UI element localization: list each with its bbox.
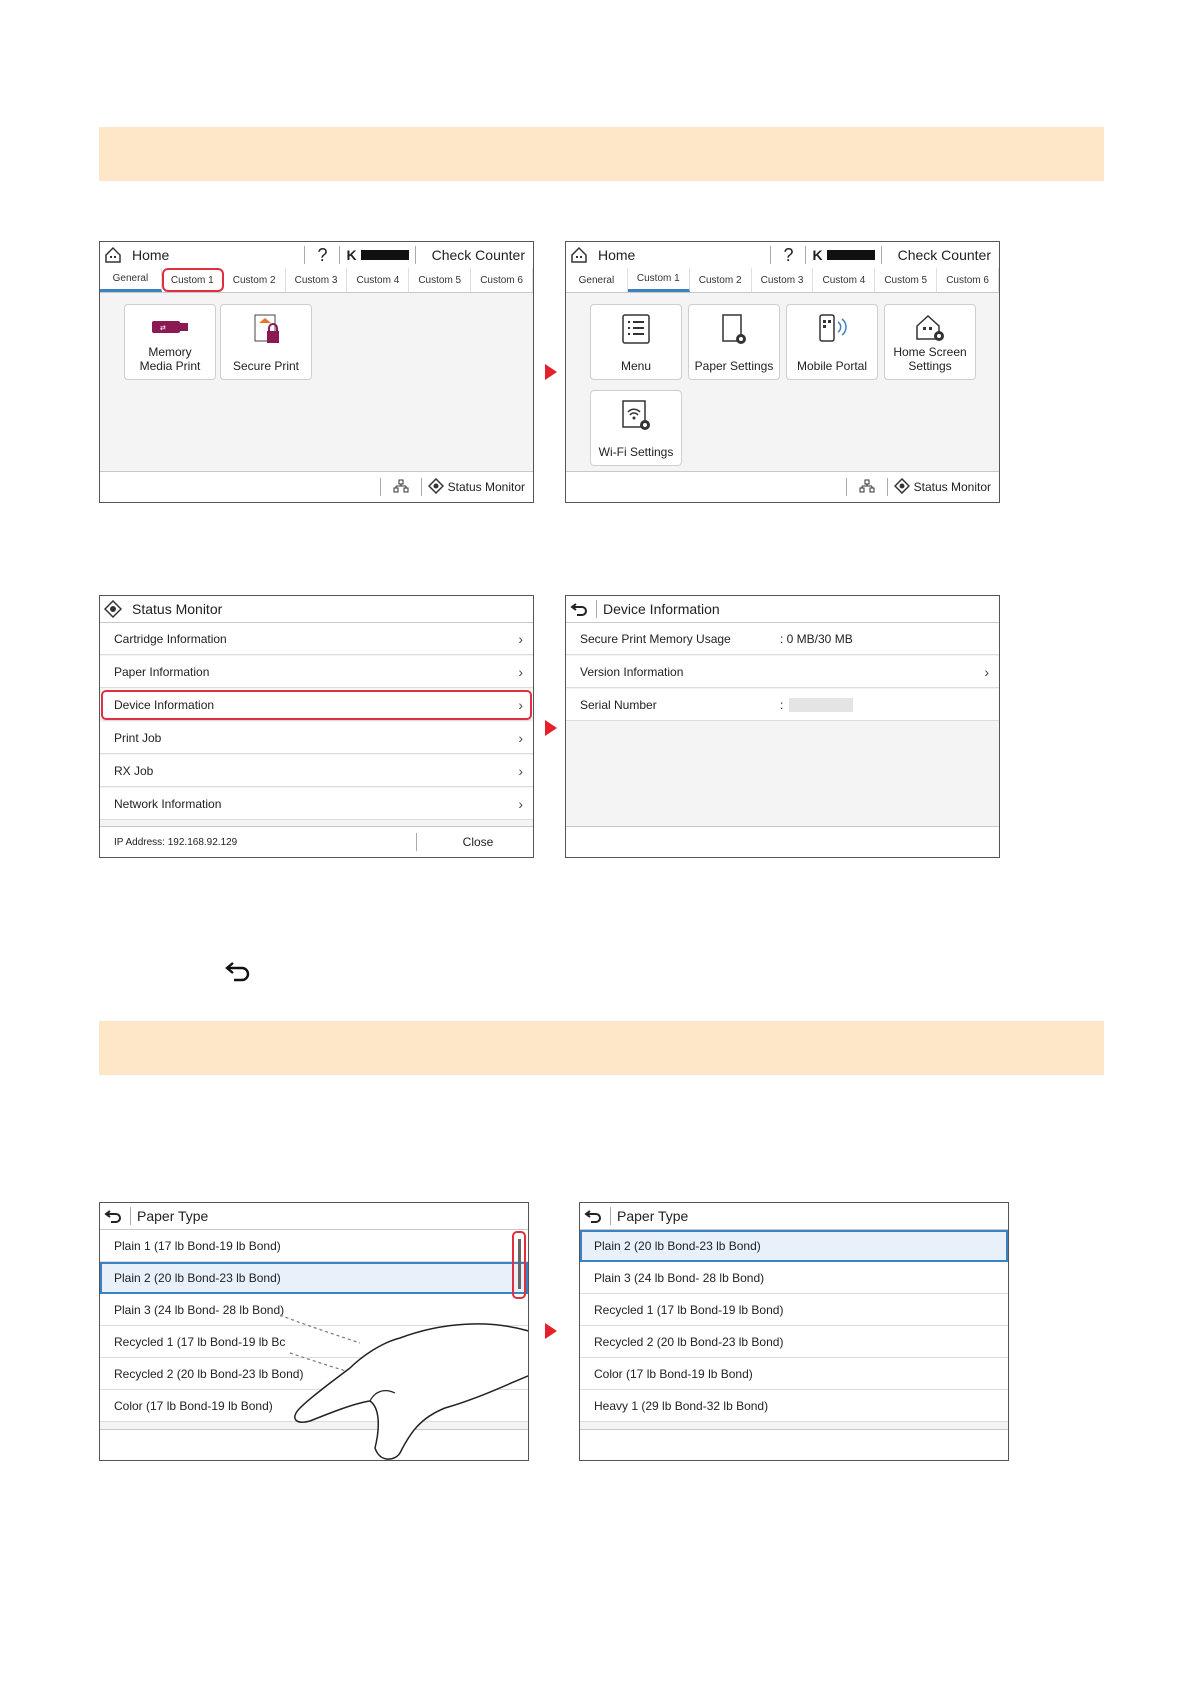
tab-custom-3[interactable]: Custom 3 (286, 268, 348, 292)
list-item[interactable] (580, 1262, 1008, 1294)
menu-list-icon (621, 313, 651, 345)
list-item-label: Recycled 1 (17 lb Bond-19 lb Bond) (594, 1302, 784, 1317)
paper-type-title: Paper Type (617, 1208, 689, 1224)
home-title: Home (132, 247, 170, 263)
list-item-label: Plain 3 (24 lb Bond- 28 lb Bond) (114, 1302, 285, 1317)
tab-custom-1[interactable]: Custom 1 (628, 268, 690, 292)
home-tabs (566, 268, 999, 293)
list-item-label: Cartridge Information (114, 631, 227, 646)
home-settings-icon (914, 313, 946, 343)
network-icon[interactable] (853, 479, 881, 496)
mobile-portal-icon (814, 313, 850, 345)
list-item-label: Color (17 lb Bond-19 lb Bond) (594, 1366, 753, 1381)
paper-type-header (580, 1203, 1008, 1230)
svg-text:⇄: ⇄ (160, 324, 166, 332)
tab-custom-5[interactable]: Custom 5 (409, 268, 471, 292)
wifi-settings-tile[interactable] (590, 390, 682, 466)
chevron-right-icon: › (518, 630, 523, 647)
paper-type-screen-before (99, 1202, 529, 1461)
list-item[interactable] (580, 1390, 1008, 1422)
list-item-label: Paper Information (114, 664, 210, 679)
status-monitor-footer (100, 826, 533, 857)
list-item-label: Color (17 lb Bond-19 lb Bond) (114, 1398, 273, 1413)
row-label: Secure Print Memory Usage (580, 631, 731, 646)
list-item[interactable] (100, 1262, 528, 1294)
device-information-header (566, 596, 999, 623)
home-footer (566, 471, 999, 502)
tab-custom-6[interactable]: Custom 6 (937, 268, 999, 292)
list-item-label: Device Information (114, 697, 215, 712)
home-screen-settings-tile[interactable] (884, 304, 976, 380)
paper-settings-icon (719, 313, 749, 347)
chevron-right-icon: › (518, 795, 523, 812)
list-item-label: Plain 3 (24 lb Bond- 28 lb Bond) (594, 1270, 765, 1285)
serial-number-redacted (789, 698, 853, 712)
home-icon[interactable] (566, 242, 592, 268)
list-item[interactable] (100, 1230, 528, 1262)
tile-label: Media Print (139, 359, 201, 373)
list-item-label: RX Job (114, 763, 154, 778)
tile-label: Home Screen (893, 345, 967, 359)
scrollbar[interactable] (512, 1231, 526, 1299)
wifi-settings-icon (620, 399, 652, 433)
status-monitor-header (100, 596, 533, 623)
list-item-label: Recycled 2 (20 lb Bond-23 lb Bond) (594, 1334, 784, 1349)
chevron-right-icon: › (518, 762, 523, 779)
tab-custom-4[interactable]: Custom 4 (813, 268, 875, 292)
paper-type-header (100, 1203, 528, 1230)
ip-address: IP Address: 192.168.92.129 (114, 836, 238, 848)
list-item-label: Recycled 1 (17 lb Bond-19 lb Bc (114, 1334, 286, 1349)
back-icon[interactable] (566, 596, 592, 622)
toner-label: K (346, 247, 357, 263)
list-item-paper-information[interactable] (100, 656, 533, 688)
help-button[interactable]: ? (783, 244, 794, 265)
tile-label: Settings (908, 359, 952, 373)
tab-custom-2[interactable]: Custom 2 (224, 268, 286, 292)
list-item-label: Recycled 2 (20 lb Bond-23 lb Bond) (114, 1366, 304, 1381)
list-item-label: Network Information (114, 796, 222, 811)
back-icon[interactable] (100, 1203, 126, 1229)
paper-type-footer (580, 1429, 1008, 1460)
section-header-band-2 (99, 1021, 1104, 1075)
menu-tile[interactable] (590, 304, 682, 380)
toner-label: K (812, 247, 823, 263)
help-button[interactable]: ? (317, 244, 328, 265)
device-information-footer (566, 826, 999, 857)
network-icon[interactable] (387, 479, 415, 496)
paper-type-title: Paper Type (137, 1208, 209, 1224)
check-counter-button[interactable]: Check Counter (431, 247, 525, 263)
tab-custom-4[interactable]: Custom 4 (347, 268, 409, 292)
device-information-title: Device Information (603, 601, 720, 617)
close-button[interactable]: Close (462, 835, 494, 849)
chevron-right-icon: › (518, 663, 523, 680)
chevron-right-icon: › (984, 663, 989, 680)
device-information-screen (565, 595, 1000, 858)
list-item-label: Plain 1 (17 lb Bond-19 lb Bond) (114, 1238, 281, 1253)
tile-label: Secure Print (232, 359, 300, 373)
next-step-arrow (545, 1323, 557, 1339)
swipe-hand-icon (270, 1313, 529, 1461)
home-status-bar (566, 242, 999, 269)
serial-number-row (566, 689, 999, 721)
secure-print-tile[interactable] (220, 304, 312, 380)
tile-label: Wi-Fi Settings (598, 445, 674, 459)
list-item-network-information[interactable] (100, 788, 533, 820)
home-title: Home (598, 247, 636, 263)
memory-media-print-tile[interactable] (124, 304, 216, 380)
list-item[interactable] (580, 1358, 1008, 1390)
list-item-print-job[interactable] (100, 722, 533, 754)
next-step-arrow (545, 364, 557, 380)
tab-custom-5[interactable]: Custom 5 (875, 268, 937, 292)
status-monitor-icon (428, 478, 448, 497)
list-item-label: Plain 2 (20 lb Bond-23 lb Bond) (114, 1270, 281, 1285)
row-value: : 0 MB/30 MB (780, 631, 853, 646)
status-monitor-button[interactable]: Status Monitor (447, 480, 525, 494)
secure-print-icon (249, 313, 283, 349)
tile-label: Menu (620, 359, 652, 373)
next-step-arrow (545, 720, 557, 736)
chevron-right-icon: › (518, 696, 523, 713)
toner-level-bar (361, 250, 409, 260)
tab-custom-1[interactable]: Custom 1 (162, 268, 224, 292)
list-item-rx-job[interactable] (100, 755, 533, 787)
home-status-bar (100, 242, 533, 269)
status-monitor-screen (99, 595, 534, 858)
tile-label: Mobile Portal (796, 359, 868, 373)
chevron-right-icon: › (518, 729, 523, 746)
tab-custom-6[interactable]: Custom 6 (471, 268, 533, 292)
tile-label: Memory (148, 345, 192, 359)
status-monitor-icon (894, 478, 914, 497)
list-item[interactable] (580, 1326, 1008, 1358)
tile-label: Paper Settings (694, 359, 774, 373)
secure-print-memory-row (566, 623, 999, 655)
list-item-device-information[interactable] (100, 689, 533, 721)
list-item-label: Heavy 1 (29 lb Bond-32 lb Bond) (594, 1398, 769, 1413)
back-icon[interactable] (580, 1203, 606, 1229)
row-label: Version Information (580, 664, 684, 679)
status-monitor-icon (100, 596, 126, 622)
status-monitor-title: Status Monitor (132, 601, 223, 617)
mobile-portal-tile[interactable] (786, 304, 878, 380)
tab-custom-3[interactable]: Custom 3 (752, 268, 814, 292)
usb-memory-icon (150, 313, 190, 341)
row-value: : (780, 697, 784, 712)
version-information-row[interactable] (566, 656, 999, 688)
scrollbar-thumb[interactable] (518, 1239, 521, 1289)
list-item-label: Plain 2 (20 lb Bond-23 lb Bond) (594, 1238, 761, 1253)
paper-type-screen-after (579, 1202, 1009, 1461)
home-tabs (100, 268, 533, 293)
list-item-cartridge-information[interactable] (100, 623, 533, 655)
home-screen-1 (99, 241, 534, 503)
home-screen-2 (565, 241, 1000, 503)
back-icon (224, 960, 252, 987)
list-item[interactable] (580, 1230, 1008, 1262)
paper-settings-tile[interactable] (688, 304, 780, 380)
section-header-band-1 (99, 127, 1104, 181)
tab-custom-2[interactable]: Custom 2 (690, 268, 752, 292)
tab-general[interactable]: General (566, 268, 628, 292)
row-label: Serial Number (580, 697, 657, 712)
list-item[interactable] (580, 1294, 1008, 1326)
home-icon[interactable] (100, 242, 126, 268)
home-footer (100, 471, 533, 502)
check-counter-button[interactable]: Check Counter (897, 247, 991, 263)
status-monitor-button[interactable]: Status Monitor (913, 480, 991, 494)
list-item-label: Print Job (114, 730, 162, 745)
tab-general[interactable]: General (100, 268, 162, 292)
toner-level-bar (827, 250, 875, 260)
